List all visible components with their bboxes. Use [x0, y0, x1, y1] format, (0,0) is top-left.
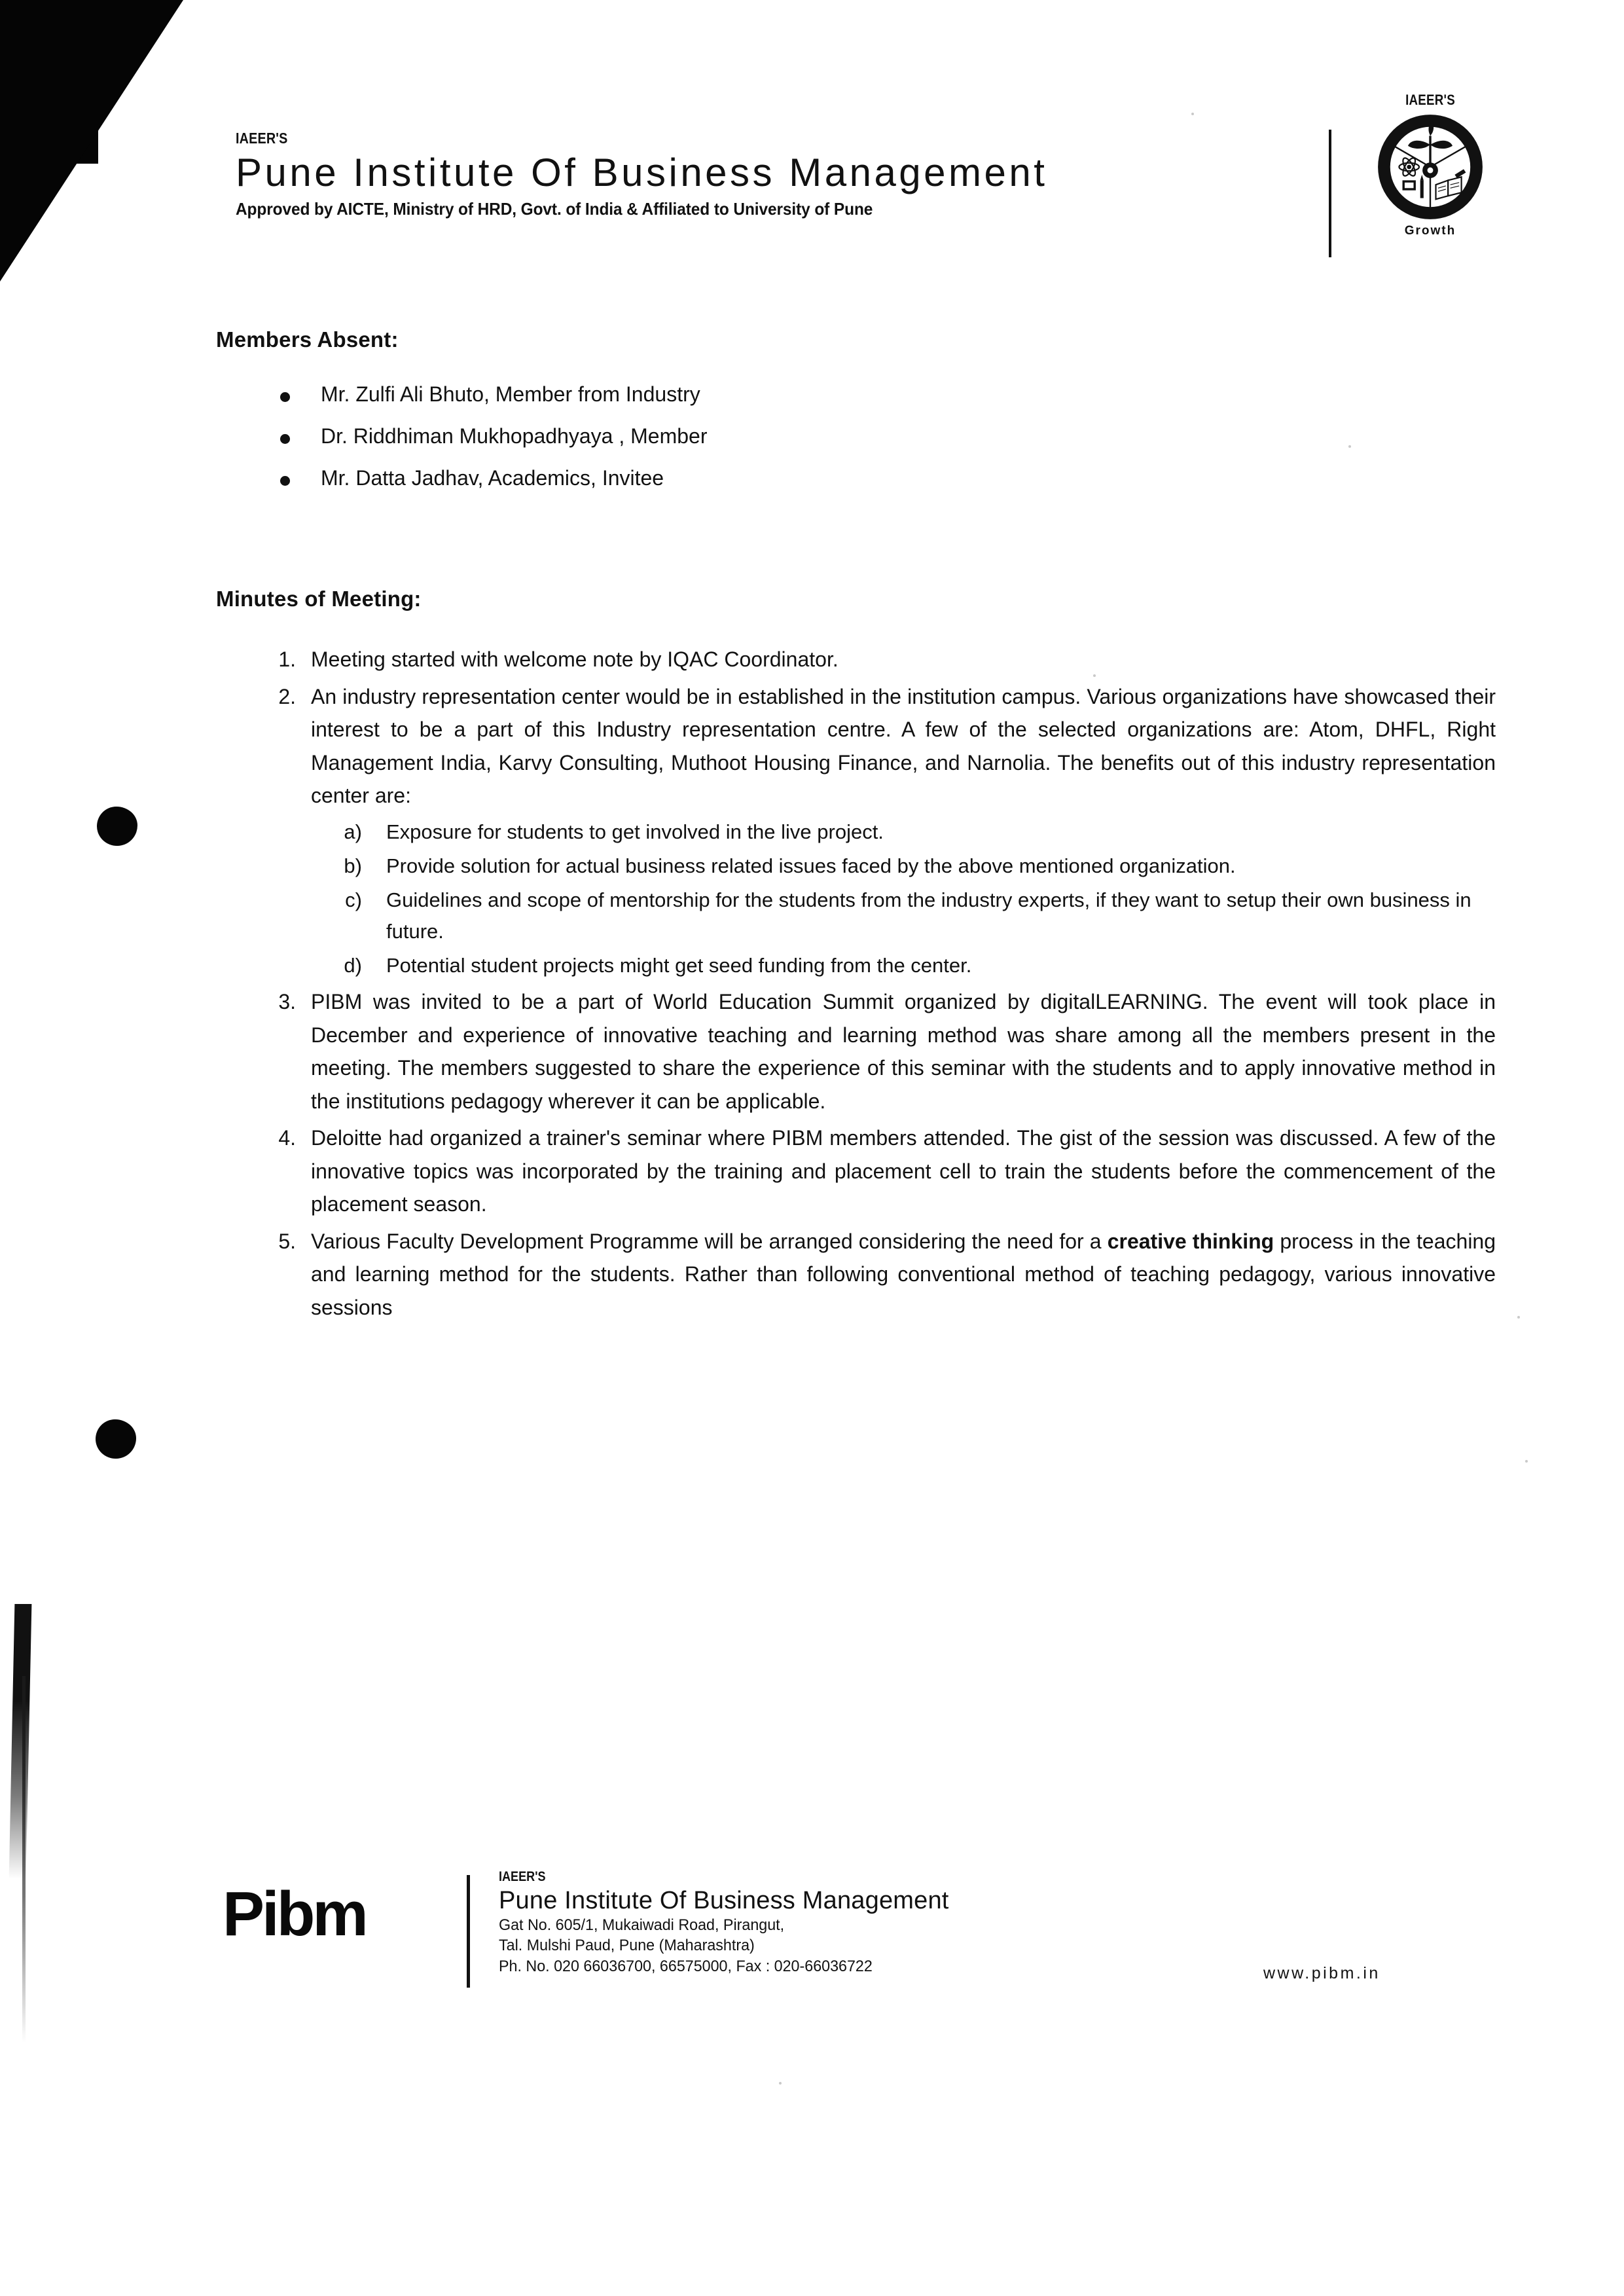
minutes-item-text: Meeting started with welcome note by IQAC Coordinator.: [311, 647, 839, 671]
list-marker: 4 .: [257, 1121, 296, 1155]
letterhead-org-prefix: IAEER'S: [236, 130, 288, 147]
member-absent-name: Mr. Zulfi Ali Bhuto, Member from Industry: [321, 382, 700, 406]
members-absent-heading: Members Absent:: [216, 327, 399, 352]
minutes-item-text-tail: process in the teaching and learning method for the students. Rather than following conventional method of teaching pedagogy, various innovative sessions: [311, 1229, 1496, 1319]
footer-divider: [467, 1875, 470, 1988]
list-marker: 1 .: [257, 643, 296, 676]
list-item: [216, 1121, 1496, 1221]
letterhead: [236, 131, 1348, 219]
footer-org-prefix: IAEER'S: [499, 1869, 546, 1884]
member-absent-name: Mr. Datta Jadhav, Academics, Invitee: [321, 466, 664, 490]
emblem-top-label: IAEER'S: [1405, 92, 1455, 108]
list-marker: 3 .: [257, 985, 296, 1019]
minutes-item-text: Deloitte had organized a trainer's seminar where PIBM members attended. The gist of the session was discussed. A few of the innovative topics was incorporated by the training and placement cell to train the students before the commencement of the placement season.: [311, 1126, 1496, 1216]
minutes-sub-item-text: Guidelines and scope of mentorship for the students from the industry experts, if they want to setup their own business in future.: [386, 888, 1471, 943]
list-item: [311, 884, 1496, 947]
spacer: [216, 357, 1496, 384]
sub-list-marker: c): [345, 888, 362, 911]
scan-shadow-left-edge: [9, 1604, 32, 1879]
sub-list-marker: a): [344, 820, 362, 843]
footer-institute-name: Pune Institute Of Business Management: [499, 1887, 949, 1914]
minutes-item-emphasis: creative thinking: [1107, 1229, 1274, 1253]
hole-punch-mark-lower: [96, 1419, 136, 1459]
emblem-bottom-label: Growth: [1404, 224, 1456, 238]
member-absent-name: Dr. Riddhiman Mukhopadhyaya , Member: [321, 424, 708, 448]
minutes-item-text: PIBM was invited to be a part of World Education Summit organized by digitalLEARNING. The event will took place in December and experience of innovative teaching and learning method was share among all the members present in the meeting. The members suggested to share the experience of this seminar with the students and to apply innovative method in the institutions pedagogy wherever it can be applicable.: [311, 989, 1496, 1113]
scan-speckle: [1517, 1316, 1520, 1319]
list-item: [311, 850, 1496, 882]
minutes-item-text: An industry representation center would be in established in the institution campus. Various organizations have showcased their interest to be a part of this Industry representation centre. A few of the selected organizations are: Atom, DHFL, Right Management India, Karvy Consulting, Muthoot Housing Finance, and Narnolia. The benefits out of this industry representation center are:: [311, 684, 1496, 808]
minutes-sub-item-text: Potential student projects might get seed funding from the center.: [386, 953, 972, 977]
iaeer-emblem: [1358, 92, 1502, 238]
minutes-heading: Minutes of Meeting:: [216, 587, 422, 611]
list-item: [216, 384, 1496, 405]
footer-address-line-2: Tal. Mulshi Paud, Pune (Maharashtra): [499, 1937, 755, 1955]
list-marker: 2 .: [257, 680, 296, 714]
letterhead-divider: [1329, 130, 1331, 257]
list-item: [216, 1225, 1496, 1324]
list-item: [216, 643, 1496, 676]
scan-shadow-corner: [0, 0, 183, 282]
minutes-item-text: [311, 1225, 1496, 1324]
footer-address-line-1: Gat No. 605/1, Mukaiwadi Road, Pirangut,: [499, 1916, 785, 1934]
members-absent-list: [216, 384, 1496, 488]
list-item: [216, 467, 1496, 488]
footer-website: www.pibm.in: [1263, 1964, 1380, 1982]
minutes-sub-item-text: Provide solution for actual business related issues faced by the above mentioned organization.: [386, 854, 1236, 877]
scan-speckle: [1525, 1460, 1528, 1463]
minutes-sub-list: [311, 816, 1496, 981]
letterhead-accreditation: Approved by AICTE, Ministry of HRD, Govt. of India & Affiliated to University of Pune: [236, 199, 873, 219]
growth-emblem-icon: [1375, 111, 1486, 223]
hole-punch-mark-upper: [97, 807, 137, 846]
footer-address-block: [499, 1870, 949, 1977]
list-marker: 5 .: [257, 1225, 296, 1258]
footer-contact-line: Ph. No. 020 66036700, 66575000, Fax : 020-66036722: [499, 1957, 873, 1975]
letterhead-institute-name: Pune Institute Of Business Management: [236, 151, 1048, 194]
minutes-item-text-lead: Various Faculty Development Programme will be arranged considering the need for a: [311, 1229, 1108, 1253]
minutes-list: [216, 643, 1496, 1324]
pibm-logo: Pibm: [223, 1879, 366, 1949]
list-item: [311, 816, 1496, 848]
spacer: [216, 509, 1496, 587]
spacer: [216, 617, 1496, 643]
list-item: [216, 426, 1496, 446]
scan-speckle: [1191, 113, 1194, 115]
list-item: [311, 950, 1496, 981]
sub-list-marker: d): [344, 953, 362, 977]
list-item: [216, 985, 1496, 1118]
scan-speckle: [779, 2082, 782, 2085]
scan-shadow-corner-block: [0, 0, 98, 164]
scan-shadow-left-edge-thin: [22, 1676, 26, 2043]
sub-list-marker: b): [344, 854, 362, 877]
minutes-sub-item-text: Exposure for students to get involved in the live project.: [386, 820, 884, 843]
list-item: [216, 680, 1496, 981]
document-body: [216, 327, 1496, 1328]
